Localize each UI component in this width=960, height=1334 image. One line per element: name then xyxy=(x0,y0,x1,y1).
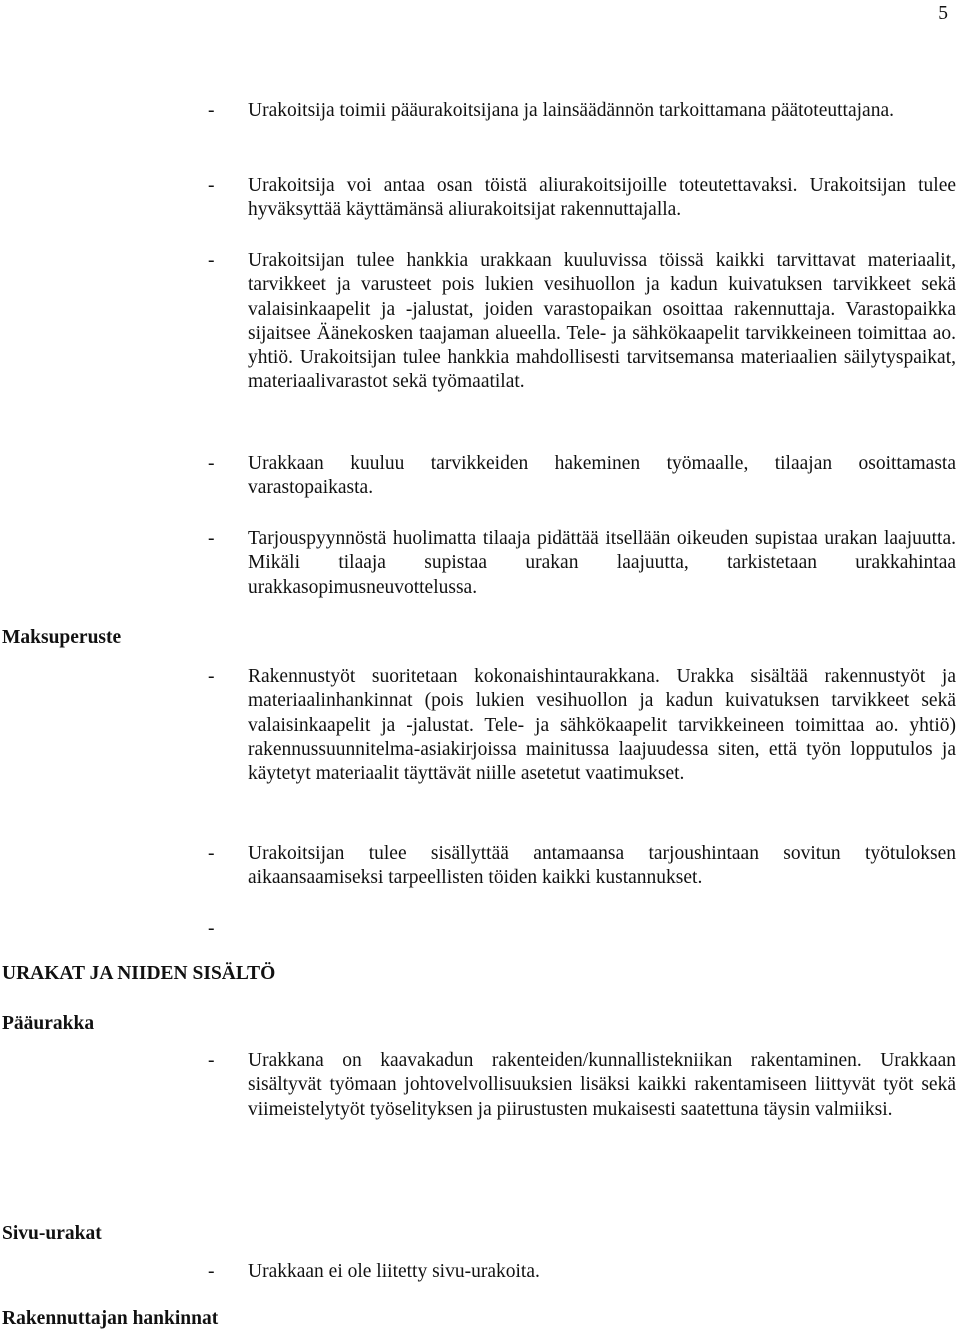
list-item-text: Urakoitsija toimii pääurakoitsijana ja lainsäädännön tarkoittamana päätoteuttajana. xyxy=(248,100,894,121)
list-dash: - xyxy=(208,250,215,271)
list-dash: - xyxy=(208,1261,215,1282)
list-dash: - xyxy=(208,100,215,121)
list-dash: - xyxy=(208,1050,215,1071)
list-item-text: Urakkaan ei ole liitetty sivu-urakoita. xyxy=(248,1261,540,1282)
list-item xyxy=(208,99,956,123)
list-item-text: Urakkaan kuuluu tarvikkeiden hakeminen työmaalle, tilaajan osoittamasta varastopaikasta. xyxy=(248,453,956,499)
list-item xyxy=(208,1260,956,1284)
side-label-sivu-urakat: Sivu-urakat xyxy=(2,1223,102,1244)
list-item-text: Tarjouspyynnöstä huolimatta tilaaja pidättää itsellään oikeuden supistaa urakan laajuutta. Mikäli tilaaja supistaa urakan laajuutta, tarkistetaan urakkahintaa urakkasopimusneuvottelussa. xyxy=(248,528,956,598)
list-dash: - xyxy=(208,666,215,687)
list-dash: - xyxy=(208,918,215,939)
list-item xyxy=(208,249,956,395)
side-label-rakennuttajan-hankinnat: Rakennuttajan hankinnat xyxy=(2,1308,219,1329)
list-item-text: Urakoitsijan tulee hankkia urakkaan kuuluvissa töissä kaikki tarvittavat materiaalit, tarvikkeet ja varusteet pois lukien vesihuollon ja kadun kuivatuksen tarvikkeet sekä valaisinkaapelit ja -jalustat, joiden varastopaikan osoittaa rakennuttaja. Varastopaikka sijaitsee Äänekosken taajaman alueella. Tele- ja sähkökaapelit tarvikkeineen toimittaa ao. yhtiö. Urakoitsijan tulee hankkia mahdollisesti tarvitsemansa materiaalien säilytyspaikat, materiaalivarastot sekä työmaatilat. xyxy=(248,250,956,393)
side-label-maksuperuste: Maksuperuste xyxy=(2,627,122,648)
list-dash: - xyxy=(208,528,215,549)
page-number: 5 xyxy=(938,3,948,24)
section-title: URAKAT JA NIIDEN SISÄLTÖ xyxy=(2,963,276,984)
list-dash: - xyxy=(208,843,215,864)
list-item-text: Urakoitsija voi antaa osan töistä aliurakoitsijoille toteutettavaksi. Urakoitsijan tulee hyväksyttää käyttämänsä aliurakoitsijat rakennuttajalla. xyxy=(248,175,956,221)
list-item xyxy=(208,1049,956,1122)
list-item xyxy=(208,527,956,600)
side-label-paaurakka: Pääurakka xyxy=(2,1013,95,1034)
list-dash: - xyxy=(208,453,215,474)
list-item xyxy=(208,174,956,223)
list-item xyxy=(208,452,956,501)
list-item xyxy=(208,842,956,891)
list-dash: - xyxy=(208,175,215,196)
list-item-text: Rakennustyöt suoritetaan kokonaishintaurakkana. Urakka sisältää rakennustyöt ja materiaalinhankinnat (pois lukien vesihuollon ja kadun kuivatuksen tarvikkeet sekä valaisinkaapelit ja -jalustat. Tele- ja sähkökaapelit tarvikkeineen toimittaa ao. yhtiö) rakennussuunnitelma-asiakirjoissa mainitussa laajuudessa siten, että työn lopputulos ja käytetyt materiaalit täyttävät niille asetetut vaatimukset. xyxy=(248,666,956,785)
list-item-text: Urakoitsijan tulee sisällyttää antamaansa tarjoushintaan sovitun työtuloksen aikaansaamiseksi tarpeellisten töiden kaikki kustannukset. xyxy=(248,843,956,889)
list-item-text: Urakkana on kaavakadun rakenteiden/kunnallistekniikan rakentaminen. Urakkaan sisältyvät työmaan johtovelvollisuuksien lisäksi kaikki rakentamiseen liittyvät työt sekä viimeistelytyöt työselityksen ja piirustusten mukaisesti saatettuna täysin valmiiksi. xyxy=(248,1050,956,1120)
list-item xyxy=(208,665,956,786)
